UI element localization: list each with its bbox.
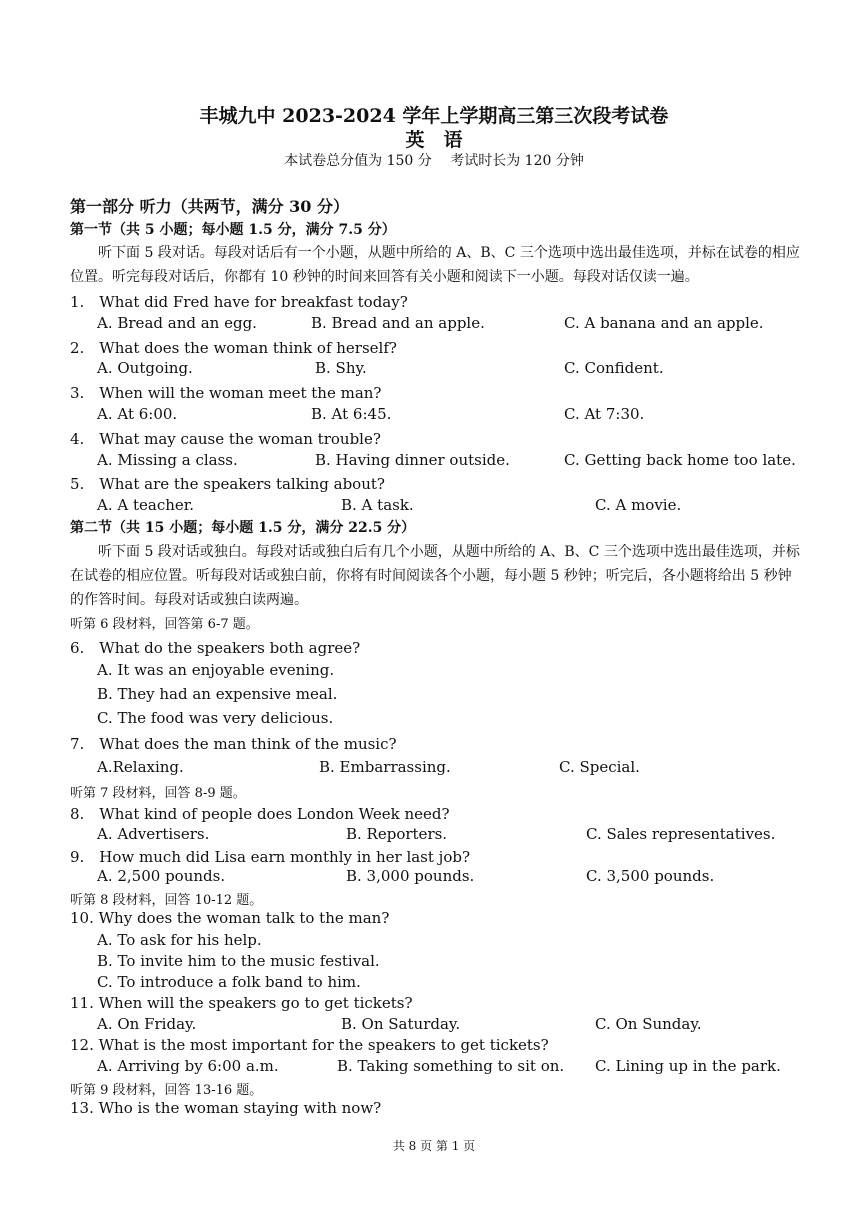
q2-option-b: B. Shy. — [315, 359, 367, 377]
material-6-note: 听第 6 段材料，回答第 6-7 题。 — [70, 617, 259, 632]
q5-option-b: B. A task. — [341, 496, 414, 514]
page-footer: 共 8 页 第 1 页 — [392, 1139, 476, 1153]
question-6: 6. What do the speakers both agree? — [70, 639, 361, 657]
q11-option-a: A. On Friday. — [97, 1015, 197, 1033]
q8-option-a: A. Advertisers. — [97, 825, 210, 843]
question-10: 10. Why does the woman talk to the man? — [70, 909, 390, 927]
q12-option-b: B. Taking something to sit on. — [337, 1057, 565, 1075]
q8-option-c: C. Sales representatives. — [586, 825, 776, 843]
q9-option-b: B. 3,000 pounds. — [346, 867, 475, 885]
q3-option-c: C. At 7:30. — [564, 405, 645, 423]
q7-option-b: B. Embarrassing. — [319, 758, 451, 776]
question-13: 13. Who is the woman staying with now? — [70, 1099, 382, 1117]
exam-info: 本试卷总分值为 150 分 考试时长为 120 分钟 — [284, 153, 584, 169]
section2-instructions: 听下面 5 段对话或独白。每段对话或独白后有几个小题，从题中所给的 A、B、C 三个选项中选出最佳选项，并标在试卷的相应位置。听每段对话或独白前，你将有时间阅读各个小题，每小题 5 秒钟；听完后，各小题将给出 5 秒钟的作答时间。每段对话或独白读两遍。 — [70, 544, 800, 608]
q6-option-a: A. It was an enjoyable evening. — [97, 661, 335, 679]
question-5: 5. What are the speakers talking about? — [70, 475, 385, 493]
q4-option-b: B. Having dinner outside. — [315, 451, 510, 469]
q7-option-a: A.Relaxing. — [97, 758, 184, 776]
subject-title: 英 语 — [405, 129, 463, 151]
q1-option-a: A. Bread and an egg. — [97, 314, 257, 332]
q10-option-a: A. To ask for his help. — [97, 931, 262, 949]
question-8: 8. What kind of people does London Week need? — [70, 805, 450, 823]
question-9: 9. How much did Lisa earn monthly in her last job? — [70, 848, 471, 866]
question-3: 3. When will the woman meet the man? — [70, 384, 382, 402]
question-7: 7. What does the man think of the music? — [70, 735, 397, 753]
q1-option-c: C. A banana and an apple. — [564, 314, 764, 332]
q9-option-a: A. 2,500 pounds. — [97, 867, 226, 885]
q4-option-a: A. Missing a class. — [97, 451, 238, 469]
q10-option-b: B. To invite him to the music festival. — [97, 952, 380, 970]
question-1: 1. What did Fred have for breakfast today? — [70, 293, 408, 311]
q4-option-c: C. Getting back home too late. — [564, 451, 796, 469]
section2-heading: 第二节（共 15 小题；每小题 1.5 分，满分 22.5 分） — [70, 520, 416, 536]
q6-option-b: B. They had an expensive meal. — [97, 685, 338, 703]
q2-option-a: A. Outgoing. — [97, 359, 193, 377]
part1-heading: 第一部分 听力（共两节，满分 30 分） — [70, 197, 349, 216]
q8-option-b: B. Reporters. — [346, 825, 448, 843]
question-12: 12. What is the most important for the speakers to get tickets? — [70, 1036, 549, 1054]
q1-option-b: B. Bread and an apple. — [311, 314, 485, 332]
q5-option-a: A. A teacher. — [97, 496, 195, 514]
question-11: 11. When will the speakers go to get tickets? — [70, 994, 413, 1012]
q11-option-b: B. On Saturday. — [341, 1015, 461, 1033]
q10-option-c: C. To introduce a folk band to him. — [97, 973, 361, 991]
q3-option-b: B. At 6:45. — [311, 405, 392, 423]
q7-option-c: C. Special. — [559, 758, 640, 776]
question-4: 4. What may cause the woman trouble? — [70, 430, 381, 448]
q2-option-c: C. Confident. — [564, 359, 664, 377]
material-9-note: 听第 9 段材料，回答 13-16 题。 — [70, 1083, 263, 1098]
exam-title: 丰城九中 2023-2024 学年上学期高三第三次段考试卷 — [199, 105, 669, 127]
question-2: 2. What does the woman think of herself? — [70, 339, 397, 357]
material-8-note: 听第 8 段材料，回答 10-12 题。 — [70, 893, 263, 908]
q11-option-c: C. On Sunday. — [595, 1015, 702, 1033]
section1-heading: 第一节（共 5 小题；每小题 1.5 分，满分 7.5 分） — [70, 222, 396, 238]
q12-option-a: A. Arriving by 6:00 a.m. — [97, 1057, 279, 1075]
section1-instructions: 听下面 5 段对话。每段对话后有一个小题，从题中所给的 A、B、C 三个选项中选出最佳选项，并标在试卷的相应位置。听完每段对话后，你都有 10 秒钟的时间来回答有关小题和阅读下一小题。每段对话仅读一遍。 — [70, 245, 800, 285]
q12-option-c: C. Lining up in the park. — [595, 1057, 781, 1075]
q9-option-c: C. 3,500 pounds. — [586, 867, 715, 885]
q5-option-c: C. A movie. — [595, 496, 682, 514]
material-7-note: 听第 7 段材料，回答 8-9 题。 — [70, 786, 246, 801]
q3-option-a: A. At 6:00. — [97, 405, 178, 423]
q6-option-c: C. The food was very delicious. — [97, 709, 334, 727]
